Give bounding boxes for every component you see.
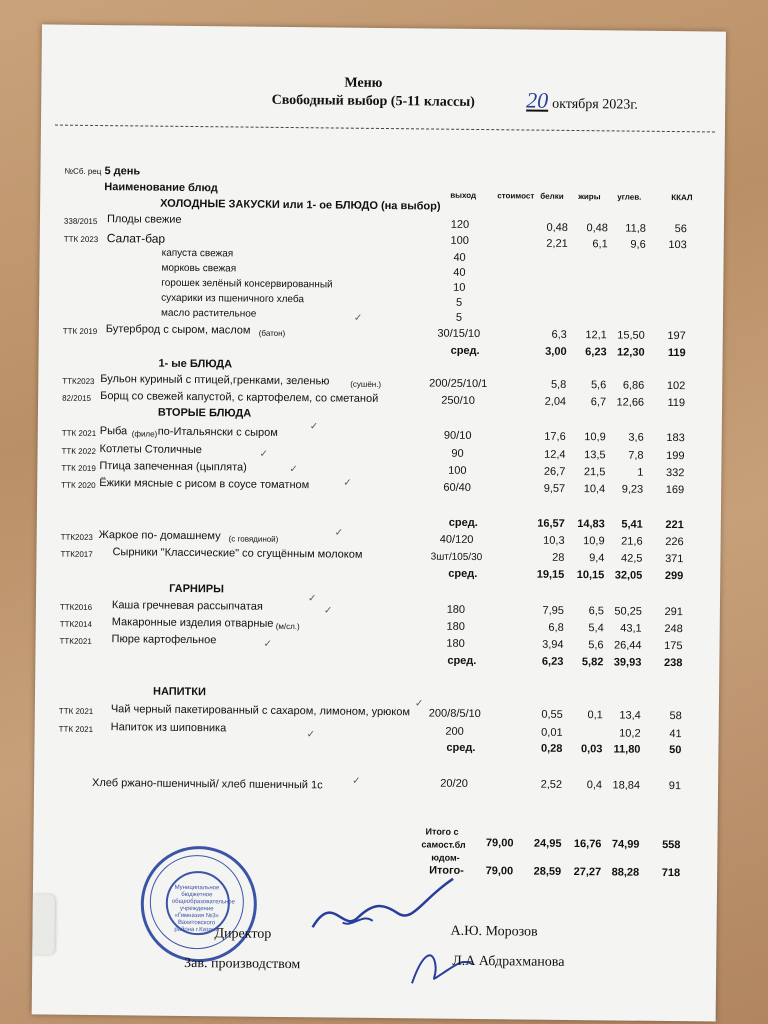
ingredient-name: капуста свежая: [161, 247, 234, 260]
row-name-note: (батон): [258, 328, 286, 338]
row-code: ТТК2023: [62, 376, 95, 386]
row-fat: 5,6: [588, 639, 604, 652]
column-kcal: ККАЛ: [671, 193, 693, 203]
row-output: 180: [446, 637, 465, 650]
row-output: 250/10: [441, 394, 475, 407]
row-protein: 28: [552, 551, 565, 564]
avg-kcal: 221: [665, 518, 684, 532]
ingredient-output: 10: [453, 281, 466, 294]
header-divider: [55, 125, 715, 133]
avg-carbs: 12,30: [617, 346, 645, 359]
total-fat-1: 16,76: [573, 838, 602, 851]
avg-carbs: 32,05: [614, 569, 643, 582]
average-label: сред.: [447, 654, 477, 668]
row-fat: 10,9: [584, 431, 606, 444]
row-protein: 9,57: [543, 482, 566, 495]
row-output: 40/120: [439, 533, 474, 546]
row-carbs: 9,23: [621, 483, 644, 496]
row-name: Пюре картофельное: [111, 633, 217, 647]
row-output: 100: [448, 464, 467, 477]
ingredient-output: 5: [456, 296, 463, 309]
total-label-line2: самост.бл: [421, 839, 466, 850]
ingredient-name: сухарики из пшеничного хлеба: [161, 292, 305, 306]
row-carbs: 26,44: [613, 639, 642, 652]
average-label: сред.: [448, 567, 478, 581]
row-code: ТТК2017: [60, 549, 93, 559]
row-fat: 10,4: [583, 483, 606, 496]
row-kcal: 371: [665, 552, 684, 566]
row-code: ТТК 2023: [63, 234, 99, 245]
row-fat: 6,5: [588, 605, 604, 618]
row-name: Хлеб ржано-пшеничный/ хлеб пшеничный 1с: [92, 776, 323, 792]
total-kcal-2: 718: [661, 866, 681, 880]
date-rest: октября 2023г.: [552, 96, 639, 113]
avg-fat: 0,03: [580, 743, 603, 756]
row-output: 200/8/5/10: [428, 707, 481, 721]
row-fat: 5,4: [588, 622, 604, 635]
row-kcal: 91: [668, 780, 682, 793]
avg-kcal: 299: [664, 569, 684, 583]
row-fat: 12,1: [585, 329, 607, 342]
avg-fat: 5,82: [581, 656, 604, 669]
row-output: 100: [450, 234, 470, 247]
total-fat-2: 27,27: [573, 866, 602, 879]
ingredient-output: 40: [453, 266, 466, 279]
total-protein-1: 24,95: [533, 837, 562, 850]
row-protein: 5,8: [550, 378, 567, 391]
row-name: Борщ со свежей капустой, с картофелем, со сметаной: [100, 390, 379, 405]
avg-protein: 3,00: [545, 345, 567, 358]
section-second: ВТОРЫЕ БЛЮДА: [157, 406, 252, 420]
row-code: ТТК2016: [59, 602, 93, 612]
row-protein: 12,4: [544, 448, 566, 461]
row-carbs: 6,86: [622, 379, 645, 392]
row-protein: 2,52: [540, 778, 563, 791]
row-output: 200: [445, 725, 464, 738]
row-output: 20/20: [440, 777, 468, 790]
row-protein: 0,48: [546, 221, 568, 234]
production-title: Зав. производством: [184, 955, 301, 973]
row-output: 120: [450, 218, 470, 231]
row-carbs: 1: [637, 466, 644, 479]
row-code: ТТК 2021: [58, 724, 94, 734]
total-kcal-1: 558: [662, 838, 681, 852]
row-carbs: 50,25: [614, 605, 642, 618]
total-protein-2: 28,59: [533, 865, 562, 878]
row-kcal: 119: [667, 396, 686, 410]
check-mark-icon: ✓: [323, 605, 333, 617]
row-name: Жаркое по- домашнему: [98, 529, 221, 543]
ingredient-name: морковь свежая: [161, 262, 237, 275]
row-name: Бульон куриный с птицей,гренками, зеленью: [100, 373, 330, 388]
avg-protein: 0,28: [540, 742, 563, 755]
check-mark-icon: ✓: [343, 477, 352, 489]
avg-kcal: 50: [669, 744, 682, 757]
row-kcal: 58: [669, 710, 682, 723]
stamp-text: Муниципальное бюджетное общеобразовательное учреждение «Гимназия №3» Вахитовского района г.Казани: [171, 884, 236, 934]
row-name: Бутерброд с сыром, маслом: [105, 323, 251, 337]
grand-total-label: Итого-: [429, 864, 464, 877]
row-carbs: 7,8: [628, 449, 644, 462]
row-code: ТТК2023: [60, 532, 93, 542]
official-stamp: [140, 846, 257, 963]
row-output: 200/25/10/1: [429, 377, 488, 391]
row-name: Рыба: [99, 425, 128, 438]
row-fat: 0,48: [586, 222, 608, 235]
row-code: ТТК 2022: [61, 446, 97, 457]
director-title: Директор: [214, 926, 272, 942]
row-carbs: 42,5: [620, 552, 643, 565]
check-mark-icon: ✓: [309, 421, 319, 433]
row-kcal: 199: [666, 449, 685, 463]
total-label-line3: юдом-: [431, 852, 460, 863]
row-code: ТТК 2021: [61, 428, 97, 439]
row-code: ТТК 2020: [61, 480, 96, 491]
average-label: сред.: [450, 344, 480, 358]
check-mark-icon: ✓: [289, 464, 298, 476]
row-name: Напиток из шиповника: [110, 721, 227, 735]
avg-fat: 6,23: [585, 346, 607, 359]
ingredient-name: горошек зелёный консервированный: [161, 277, 333, 291]
row-protein: 17,6: [544, 430, 566, 443]
row-output: 60/40: [443, 481, 472, 494]
row-code: 82/2015: [62, 393, 92, 403]
row-carbs: 18,84: [612, 779, 641, 792]
row-carbs: 13,4: [619, 709, 641, 722]
row-fat: 0,1: [587, 709, 603, 722]
menu-sheet: [32, 24, 726, 1021]
date-day-handwritten: 20: [526, 87, 549, 113]
row-carbs: 11,8: [625, 222, 646, 235]
row-kcal: 332: [665, 466, 685, 480]
total-carbs-1: 74,99: [611, 838, 640, 851]
column-cost: стоимост: [497, 191, 535, 201]
row-name-note: (с говядиной): [228, 534, 279, 544]
row-output: 90: [451, 447, 464, 460]
row-output: 180: [446, 603, 466, 616]
row-carbs: 12,66: [616, 396, 645, 409]
page-title: Меню: [344, 75, 383, 91]
row-output: 90/10: [443, 429, 472, 442]
row-code: ТТК2014: [59, 619, 93, 629]
row-protein: 3,94: [542, 638, 564, 651]
row-output: 3шт/105/30: [430, 551, 483, 564]
total-cost-2: 79,00: [485, 865, 514, 878]
column-carbs: углев.: [617, 192, 642, 202]
row-name: Птица запеченная (цыплята): [99, 460, 247, 474]
avg-carbs: 11,80: [613, 743, 641, 756]
paper-corner: [32, 894, 55, 954]
row-name: Каша гречневая рассыпчатая: [111, 599, 263, 613]
check-mark-icon: ✓: [306, 729, 316, 741]
row-fat: 9,4: [589, 552, 605, 565]
row-name: Плоды свежие: [106, 213, 182, 226]
row-protein: 6,8: [548, 621, 564, 634]
row-carbs: 9,6: [630, 238, 646, 251]
row-kcal: 226: [665, 535, 684, 549]
column-output: выход: [450, 190, 477, 200]
row-carbs: 15,50: [617, 329, 645, 342]
row-kcal: 291: [664, 605, 683, 619]
check-mark-icon: ✓: [352, 775, 361, 787]
row-protein: 0,01: [541, 726, 563, 739]
column-fat: жиры: [578, 192, 601, 202]
avg-protein: 6,23: [541, 655, 564, 668]
check-mark-icon: ✓: [263, 638, 272, 650]
row-name: Сырники "Классические" со сгущённым молоком: [112, 546, 363, 561]
check-mark-icon: ✓: [259, 448, 268, 460]
row-fat: 21,5: [583, 466, 606, 479]
row-name: Ёжики мясные с рисом в соусе томатном: [99, 477, 310, 492]
production-name: Л.А Абдрахманова: [452, 953, 565, 970]
check-mark-icon: ✓: [414, 698, 424, 710]
avg-carbs: 39,93: [613, 656, 642, 669]
row-carbs: 21,6: [621, 535, 643, 548]
row-fat: 10,9: [583, 535, 605, 548]
row-fat: 0,4: [586, 779, 603, 792]
director-name: А.Ю. Морозов: [450, 923, 538, 940]
row-kcal: 248: [664, 622, 683, 636]
row-protein: 7,95: [542, 604, 564, 617]
ingredient-output: 5: [455, 311, 463, 324]
total-carbs-2: 88,28: [611, 866, 640, 879]
avg-protein: 16,57: [537, 517, 565, 530]
average-label: сред.: [446, 741, 476, 754]
row-name-note: (филе): [131, 429, 158, 439]
row-carbs: 3,6: [628, 431, 644, 444]
column-name: Наименование блюд: [104, 181, 218, 195]
row-protein: 26,7: [543, 465, 566, 478]
row-name: Чай черный пакетированный с сахаром, лимоном, урюком: [110, 703, 411, 719]
row-code: ТТК2021: [59, 636, 92, 646]
row-output: 30/15/10: [437, 327, 481, 341]
ingredient-name: масло растительное: [160, 307, 257, 320]
row-name: Котлеты Столичные: [99, 443, 203, 457]
row-carbs: 10,2: [619, 727, 641, 740]
avg-fat: 10,15: [576, 569, 605, 582]
row-kcal: 197: [667, 329, 686, 343]
total-cost-1: 79,00: [485, 837, 514, 850]
row-kcal: 169: [665, 483, 685, 497]
check-mark-icon: ✓: [334, 527, 344, 539]
row-protein: 0,55: [541, 708, 563, 721]
total-label-line1: Итого с: [425, 826, 459, 837]
row-protein: 2,04: [544, 395, 567, 408]
row-protein: 6,3: [551, 328, 567, 341]
row-output: 180: [446, 620, 465, 633]
section-drinks: НАПИТКИ: [152, 685, 207, 699]
row-code: ТТК 2021: [58, 706, 94, 716]
row-name-note: (м/сл.): [275, 621, 300, 632]
avg-kcal: 238: [663, 656, 683, 670]
menu-date: [526, 87, 638, 114]
row-kcal: 56: [674, 223, 687, 236]
row-kcal: 175: [664, 639, 683, 653]
row-kcal: 41: [669, 728, 682, 741]
day-label: 5 день: [104, 165, 141, 178]
row-protein: 10,3: [543, 534, 565, 547]
row-code: 338/2015: [63, 216, 98, 227]
row-name-rest: по-Итальянски с сыром: [157, 425, 278, 439]
director-signature: [302, 872, 463, 944]
row-fat: 5,6: [590, 379, 607, 392]
average-label: сред.: [448, 516, 478, 530]
row-protein: 2,21: [546, 237, 568, 250]
recipe-prefix: №Сб. рец: [64, 166, 102, 177]
avg-protein: 19,15: [536, 568, 565, 581]
check-mark-icon: ✓: [353, 312, 363, 324]
section-garnish: ГАРНИРЫ: [169, 582, 224, 596]
row-kcal: 102: [666, 379, 686, 393]
check-mark-icon: ✓: [307, 593, 317, 605]
row-code: ТТК 2019: [62, 326, 98, 337]
row-name-note: (сушён.): [350, 379, 382, 389]
avg-fat: 14,83: [577, 518, 605, 531]
column-protein: белки: [540, 191, 564, 201]
row-fat: 6,1: [592, 238, 608, 251]
row-code: ТТК 2019: [61, 463, 96, 474]
row-fat: 6,7: [590, 396, 607, 409]
row-name: Салат-бар: [106, 231, 166, 246]
row-kcal: 103: [668, 238, 687, 252]
row-kcal: 183: [666, 431, 685, 445]
avg-carbs: 5,41: [621, 518, 643, 531]
row-fat: 13,5: [584, 449, 606, 462]
page-subtitle: Свободный выбор (5-11 классы): [271, 92, 475, 110]
ingredient-output: 40: [453, 251, 466, 264]
section-cold: ХОЛОДНЫЕ ЗАКУСКИ или 1- ое БЛЮДО (на выбор): [160, 197, 441, 213]
row-name: Макаронные изделия отварные: [111, 616, 274, 630]
row-carbs: 43,1: [620, 622, 642, 635]
section-first: 1- ые БЛЮДА: [158, 357, 233, 371]
avg-kcal: 119: [667, 346, 686, 360]
